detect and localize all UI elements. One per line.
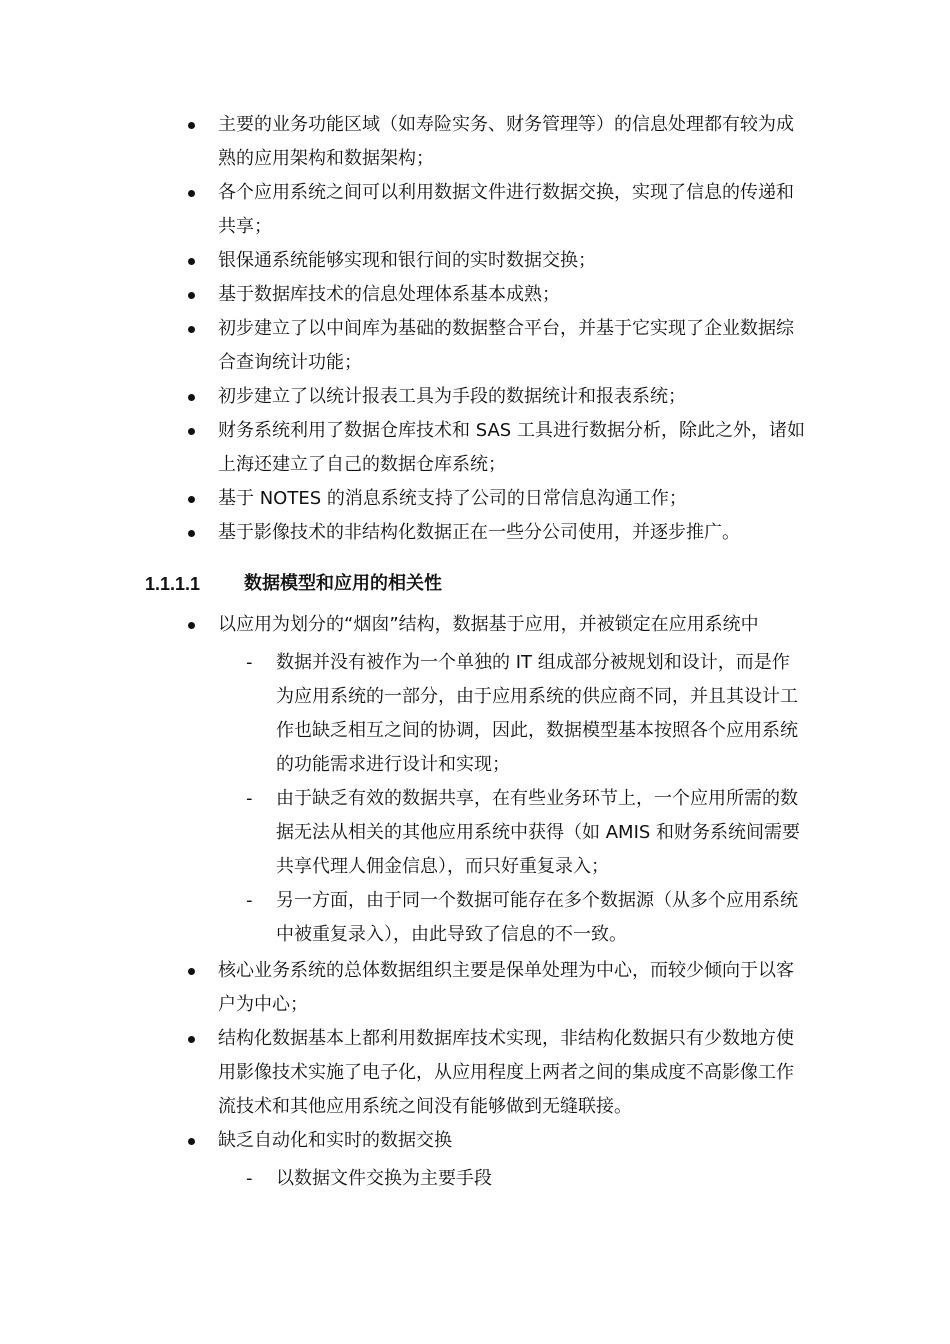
- bullet-icon: [188, 1036, 195, 1043]
- bullet-icon: [188, 122, 195, 129]
- dash-icon: -: [246, 652, 253, 673]
- sub-list: [218, 646, 808, 952]
- list-item: 主要的业务功能区域（如寿险实务、财务管理等）的信息处理都有较为成熟的应用架构和数据架构；: [0, 108, 808, 176]
- list-item: 初步建立了以统计报表工具为手段的数据统计和报表系统；: [0, 380, 808, 414]
- dash-icon: -: [246, 1168, 253, 1189]
- bullet-icon: [188, 292, 195, 299]
- section-heading: [0, 566, 950, 602]
- list-item: 基于影像技术的非结构化数据正在一些分公司使用，并逐步推广。: [0, 516, 808, 550]
- sub-list-item: - 数据并没有被作为一个单独的 IT 组成部分被规划和设计，而是作为应用系统的一部分，由于应用系统的供应商不同，并且其设计工作也缺乏相互之间的协调，因此，数据模型基本按照各个应用系统的功能需求进行设计和实现；: [218, 646, 806, 782]
- bullet-icon: [188, 496, 195, 503]
- list-item: 基于数据库技术的信息处理体系基本成熟；: [0, 278, 808, 312]
- sub-list: [218, 1162, 808, 1196]
- bullet-icon: [188, 1138, 195, 1145]
- document-content: [0, 108, 950, 1198]
- section-title: 数据模型和应用的相关性: [244, 573, 442, 594]
- bullet-icon: [188, 190, 195, 197]
- list-item: 缺乏自动化和实时的数据交换 - 以数据文件交换为主要手段: [0, 1124, 808, 1196]
- list-item: 初步建立了以中间库为基础的数据整合平台，并基于它实现了企业数据综合查询统计功能；: [0, 312, 808, 380]
- bullet-icon: [188, 394, 195, 401]
- section-number: 1.1.1.1: [145, 574, 201, 594]
- bullet-icon: [188, 428, 195, 435]
- list-item: 核心业务系统的总体数据组织主要是保单处理为中心，而较少倾向于以客户为中心；: [0, 954, 808, 1022]
- bullet-icon: [188, 530, 195, 537]
- issues-list: [0, 608, 950, 1196]
- list-item: 基于 NOTES 的消息系统支持了公司的日常信息沟通工作；: [0, 482, 808, 516]
- list-item: 以应用为划分的“烟囱”结构，数据基于应用，并被锁定在应用系统中 - 数据并没有被作为一个单独的 IT 组成部分被规划和设计，而是作为应用系统的一部分，由于应用系统的供应商不同，并且其设计工作也缺乏相互之间的协调，因此，数据模型基本按照各个应用系统的功能需求进行设计和实现； - 由于缺乏有效的数据共享，在有些业务环节上，一个应用所需的数据无法从相关的其他应用系统中获得（如 AMIS 和财务系统间需要共享代理人佣金信息），而只好重复录入； - 另一方面，由于同一个数据可能存在多个数据源（从多个应用系统中被重复录入），由此导致了信息的不一致。: [0, 608, 808, 952]
- list-item: 结构化数据基本上都利用数据库技术实现，非结构化数据只有少数地方使用影像技术实施了电子化，从应用程度上两者之间的集成度不高影像工作流技术和其他应用系统之间没有能够做到无缝联接。: [0, 1022, 808, 1124]
- dash-icon: -: [246, 890, 253, 911]
- sub-list-item: - 另一方面，由于同一个数据可能存在多个数据源（从多个应用系统中被重复录入），由此导致了信息的不一致。: [218, 884, 806, 952]
- achievements-list: [0, 108, 950, 550]
- list-item: 银保通系统能够实现和银行间的实时数据交换；: [0, 244, 808, 278]
- sub-list-item: - 以数据文件交换为主要手段: [218, 1162, 806, 1196]
- bullet-icon: [188, 258, 195, 265]
- bullet-icon: [188, 326, 195, 333]
- list-item: 财务系统利用了数据仓库技术和 SAS 工具进行数据分析，除此之外，诸如上海还建立了自己的数据仓库系统；: [0, 414, 808, 482]
- bullet-icon: [188, 622, 195, 629]
- dash-icon: -: [246, 788, 253, 809]
- bullet-icon: [188, 968, 195, 975]
- list-item: 各个应用系统之间可以利用数据文件进行数据交换，实现了信息的传递和共享；: [0, 176, 808, 244]
- sub-list-item: - 由于缺乏有效的数据共享，在有些业务环节上，一个应用所需的数据无法从相关的其他应用系统中获得（如 AMIS 和财务系统间需要共享代理人佣金信息），而只好重复录入；: [218, 782, 806, 884]
